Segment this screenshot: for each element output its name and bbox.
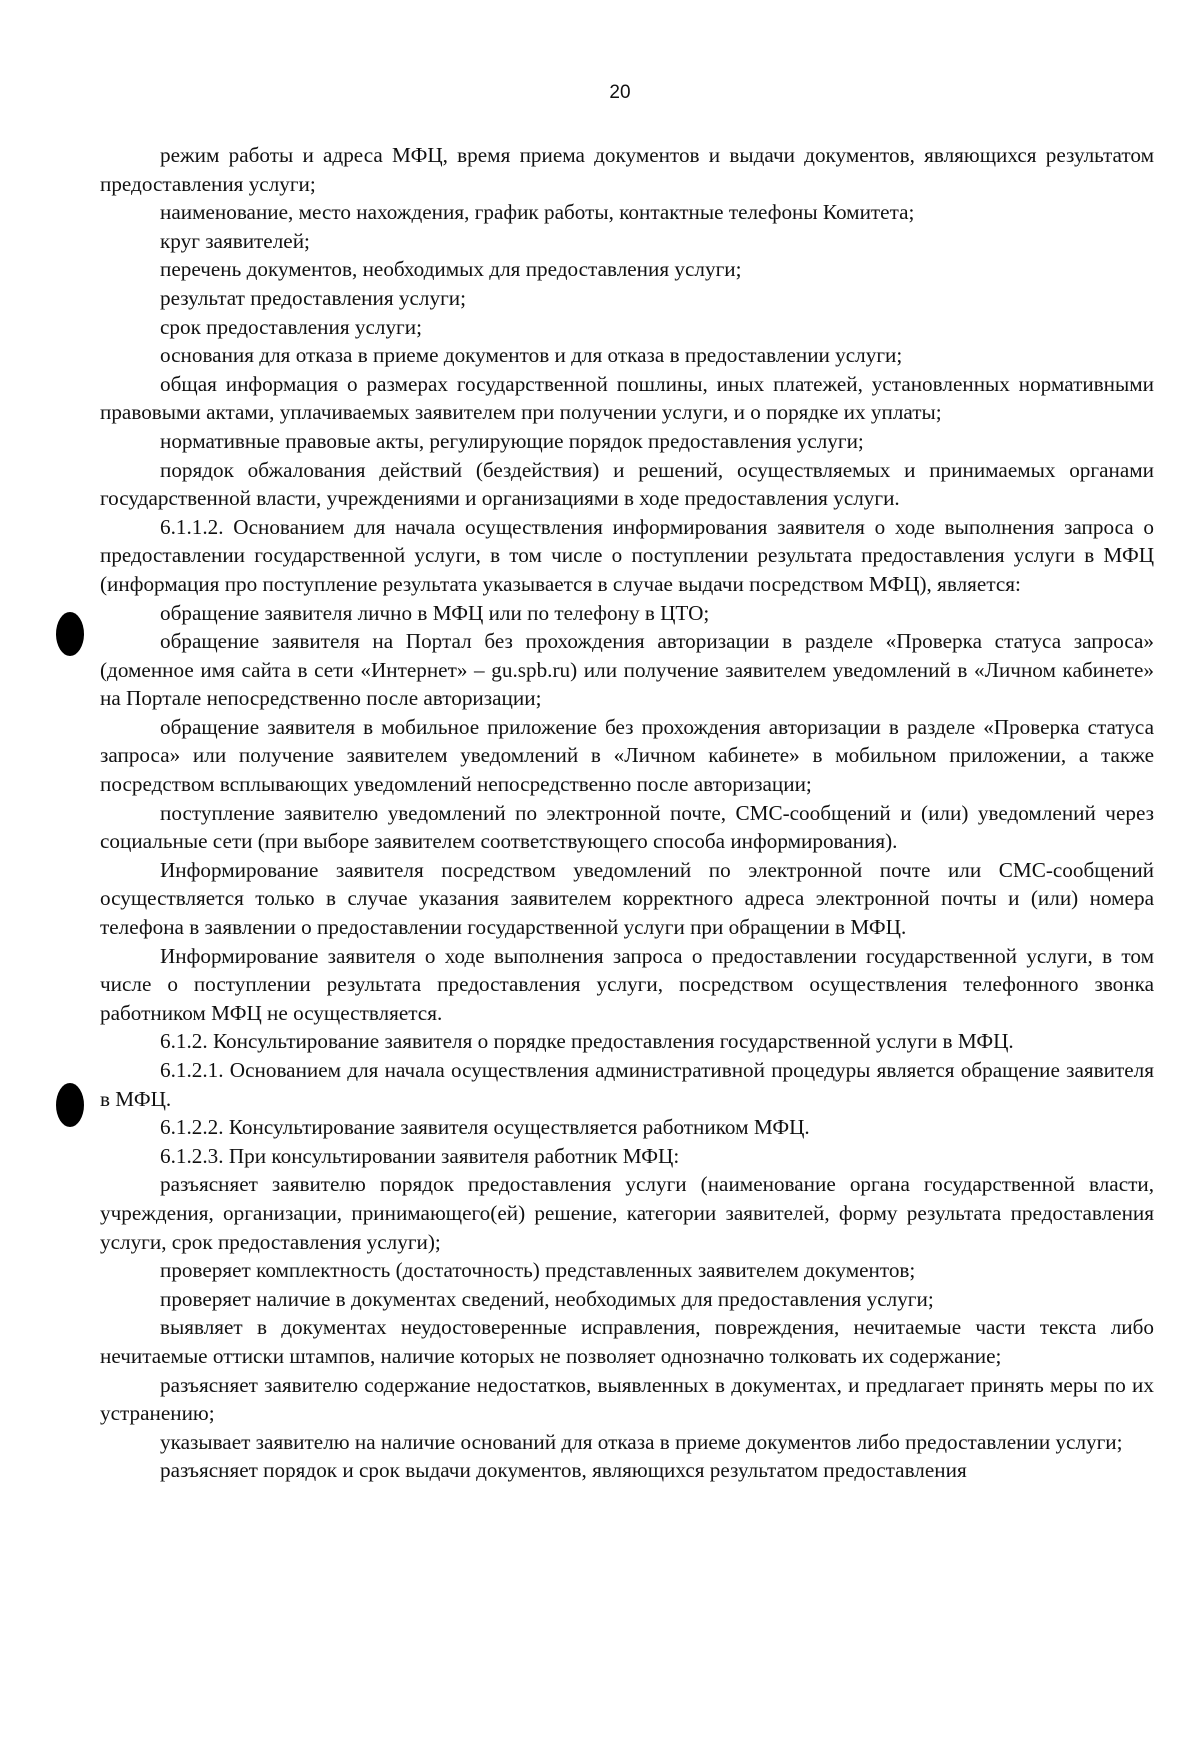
page-number: 20 bbox=[609, 82, 631, 103]
paragraph: наименование, место нахождения, график работы, контактные телефоны Комитета; bbox=[160, 200, 915, 225]
paragraph: 6.1.2. Консультирование заявителя о порядке предоставления государственной услуги в МФЦ. bbox=[160, 1029, 1014, 1054]
paragraph: результат предоставления услуги; bbox=[160, 285, 466, 310]
paragraph: проверяет наличие в документах сведений, необходимых для предоставления услуги; bbox=[160, 1286, 934, 1311]
paragraph: обращение заявителя в мобильное приложение без прохождения авторизации в разделе «Проверка статуса запроса» или получение заявителем уведомлений в «Личном кабинете» в мобильном приложении, а также посредством всплывающих уведомлений непосредственно после авторизации; bbox=[100, 714, 1154, 797]
punch-hole-mark bbox=[56, 1083, 84, 1127]
document-body bbox=[100, 141, 1154, 1485]
paragraph: указывает заявителю на наличие оснований для отказа в приеме документов либо предоставлении услуги; bbox=[160, 1429, 1123, 1454]
paragraph: 6.1.2.3. При консультировании заявителя работник МФЦ: bbox=[160, 1143, 680, 1168]
paragraph: поступление заявителю уведомлений по электронной почте, СМС-сообщений и (или) уведомлений через социальные сети (при выборе заявителем соответствующего способа информирования). bbox=[100, 800, 1154, 854]
paragraph: порядок обжалования действий (бездействия) и решений, осуществляемых и принимаемых органами государственной власти, учреждениями и организациями в ходе предоставления услуги. bbox=[100, 457, 1154, 511]
paragraph: разъясняет заявителю порядок предоставления услуги (наименование органа государственной власти, учреждения, организации, принимающего(ей) решение, категории заявителей, форму результата предоставления услуги, срок предоставления услуги); bbox=[100, 1172, 1154, 1254]
paragraph: 6.1.1.2. Основанием для начала осуществления информирования заявителя о ходе выполнения запроса о предоставлении государственной услуги, в том числе о поступлении результата предоставления услуги в МФЦ (информация про поступление результата указывается в случае выдачи посредством МФЦ), является: bbox=[100, 514, 1154, 596]
paragraph: разъясняет заявителю содержание недостатков, выявленных в документах, и предлагает принять меры по их устранению; bbox=[100, 1372, 1154, 1426]
paragraph: обращение заявителя на Портал без прохождения авторизации в разделе «Проверка статуса запроса» (доменное имя сайта в сети «Интернет» – gu.spb.ru) или получение заявителем уведомлений в «Личном кабинете» на Портале непосредственно после авторизации; bbox=[100, 629, 1154, 711]
paragraph: 6.1.2.2. Консультирование заявителя осуществляется работником МФЦ. bbox=[160, 1115, 810, 1140]
paragraph: выявляет в документах неудостоверенные исправления, повреждения, нечитаемые части текста либо нечитаемые оттиски штампов, наличие которых не позволяет однозначно толковать их содержание; bbox=[100, 1315, 1154, 1368]
paragraph: обращение заявителя лично в МФЦ или по телефону в ЦТО; bbox=[160, 600, 710, 625]
paragraph: основания для отказа в приеме документов и для отказа в предоставлении услуги; bbox=[160, 343, 903, 368]
paragraph: нормативные правовые акты, регулирующие порядок предоставления услуги; bbox=[160, 428, 864, 453]
paragraph: режим работы и адреса МФЦ, время приема документов и выдачи документов, являющихся результатом предоставления услуги; bbox=[100, 143, 1154, 196]
paragraph: круг заявителей; bbox=[160, 228, 310, 253]
paragraph: 6.1.2.1. Основанием для начала осуществления административной процедуры является обращение заявителя в МФЦ. bbox=[100, 1058, 1154, 1111]
paragraph: срок предоставления услуги; bbox=[160, 314, 422, 339]
paragraph: Информирование заявителя о ходе выполнения запроса о предоставлении государственной услуги, в том числе о поступлении результата предоставления услуги, посредством осуществления телефонного звонка работником МФЦ не осуществляется. bbox=[100, 943, 1154, 1025]
paragraph: разъясняет порядок и срок выдачи документов, являющихся результатом предоставления bbox=[160, 1458, 967, 1483]
paragraph: общая информация о размерах государственной пошлины, иных платежей, установленных нормативными правовыми актами, уплачиваемых заявителем при получении услуги, и о порядке их уплаты; bbox=[100, 371, 1154, 425]
paragraph: проверяет комплектность (достаточность) представленных заявителем документов; bbox=[160, 1258, 916, 1283]
paragraph: Информирование заявителя посредством уведомлений по электронной почте или СМС-сообщений осуществляется только в случае указания заявителем корректного адреса электронной почты и (или) номера телефона в заявлении о предоставлении государственной услуги при обращении в МФЦ. bbox=[100, 857, 1154, 940]
punch-hole-mark bbox=[56, 612, 84, 656]
paragraph: перечень документов, необходимых для предоставления услуги; bbox=[160, 257, 742, 282]
